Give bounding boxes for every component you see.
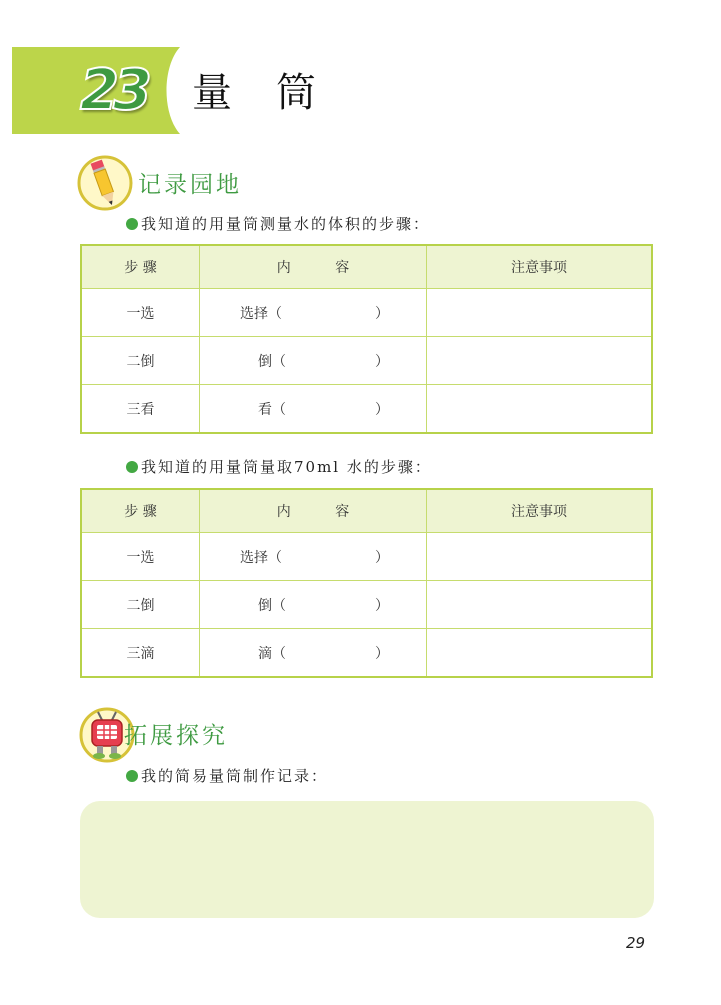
notes-cell[interactable] <box>427 385 653 434</box>
header-step: 步 骤 <box>81 489 200 533</box>
bullet-icon <box>126 461 138 473</box>
notes-cell[interactable] <box>427 337 653 385</box>
step-cell: 三滴 <box>81 629 200 678</box>
header-step: 步 骤 <box>81 245 200 289</box>
table-row <box>81 581 652 629</box>
pencil-icon <box>76 154 134 212</box>
step-cell: 二倒 <box>81 337 200 385</box>
step-cell: 三看 <box>81 385 200 434</box>
header-content: 内 容 <box>200 245 427 289</box>
content-label: 滴（ <box>258 646 286 662</box>
content-cell[interactable] <box>200 533 427 581</box>
measure-volume-steps-table <box>80 244 653 434</box>
step-cell: 二倒 <box>81 581 200 629</box>
bullet-icon <box>126 770 138 782</box>
explore-section-title: 拓展探究 <box>124 723 228 749</box>
content-close: ） <box>375 354 389 370</box>
table-row <box>81 337 652 385</box>
content-label: 选择（ <box>240 306 282 322</box>
content-close: ） <box>375 306 389 322</box>
table-row <box>81 629 652 678</box>
header-notes: 注意事项 <box>427 245 653 289</box>
page-number: 29 <box>626 934 646 952</box>
record-section-title: 记录园地 <box>138 172 242 198</box>
content-label: 倒（ <box>258 598 286 614</box>
content-close: ） <box>375 402 389 418</box>
table-header-row <box>81 489 652 533</box>
explore-bullet-text: 我的简易量筒制作记录： <box>141 767 329 785</box>
lesson-title: 量筒 <box>192 70 360 116</box>
content-cell[interactable] <box>200 581 427 629</box>
content-cell[interactable] <box>200 337 427 385</box>
table-row <box>81 385 652 434</box>
header-notes: 注意事项 <box>427 489 653 533</box>
record-bullet-1-text: 我知道的用量筒测量水的体积的步骤： <box>141 215 431 233</box>
header-content: 内 容 <box>200 489 427 533</box>
content-close: ） <box>375 598 389 614</box>
content-label: 选择（ <box>240 550 282 566</box>
notes-cell[interactable] <box>427 581 653 629</box>
table-row <box>81 533 652 581</box>
explore-bullet <box>126 766 328 786</box>
measure-70ml-steps-table <box>80 488 653 678</box>
content-label: 看（ <box>258 402 286 418</box>
step-cell: 一选 <box>81 533 200 581</box>
notes-cell[interactable] <box>427 629 653 678</box>
content-close: ） <box>375 646 389 662</box>
record-bullet-2-text: 我知道的用量筒量取70ml 水的步骤： <box>141 458 432 476</box>
table-header-row <box>81 245 652 289</box>
record-bullet-1 <box>126 214 430 234</box>
content-close: ） <box>375 550 389 566</box>
bullet-icon <box>126 218 138 230</box>
content-cell[interactable] <box>200 629 427 678</box>
content-label: 倒（ <box>258 354 286 370</box>
record-writing-box[interactable] <box>80 801 654 918</box>
notes-cell[interactable] <box>427 289 653 337</box>
content-cell[interactable] <box>200 289 427 337</box>
notes-cell[interactable] <box>427 533 653 581</box>
lesson-number: 23 <box>80 58 146 123</box>
record-bullet-2 <box>126 457 432 477</box>
table-row <box>81 289 652 337</box>
content-cell[interactable] <box>200 385 427 434</box>
step-cell: 一选 <box>81 289 200 337</box>
